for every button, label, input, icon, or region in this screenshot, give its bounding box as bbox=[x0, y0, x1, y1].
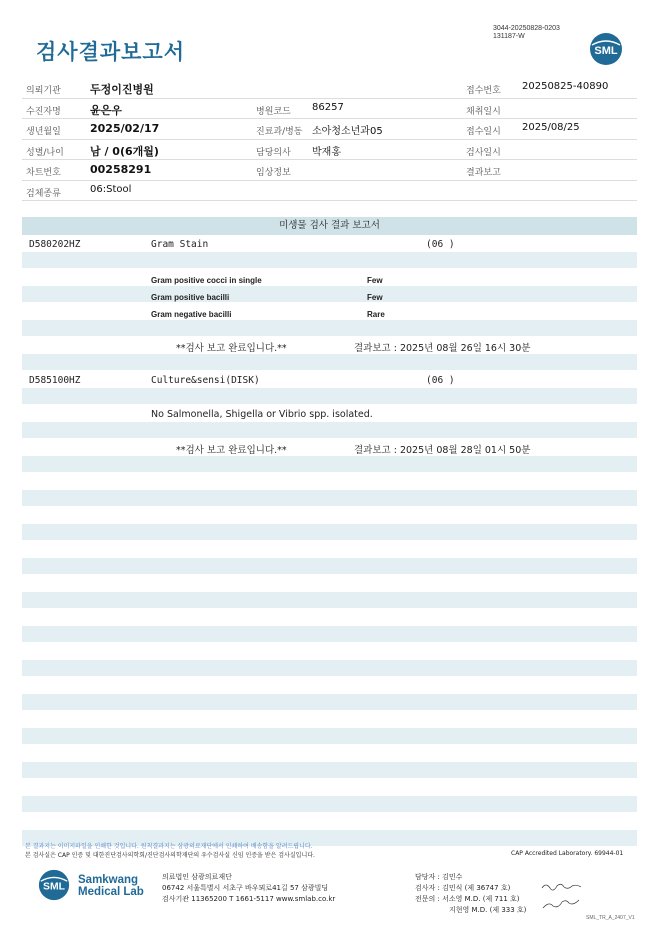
sml-footer-logo bbox=[37, 868, 71, 902]
footer-address-block bbox=[162, 872, 335, 905]
staff-manager: 담당자 : 김민수 bbox=[415, 873, 463, 881]
cap-accreditation: CAP Accredited Laboratory. 69944-01 bbox=[511, 850, 624, 857]
info-label: 검체종류 bbox=[26, 188, 61, 199]
info-label: 채취일시 bbox=[466, 106, 501, 117]
sml-logo bbox=[588, 31, 624, 67]
sml-logo-text: SML bbox=[594, 45, 618, 57]
test2-specimen: (06 ) bbox=[426, 375, 455, 386]
info-value: 소아청소년과05 bbox=[312, 126, 383, 137]
patient-info-table bbox=[22, 78, 637, 201]
result-organism: Gram negative bacilli bbox=[151, 310, 232, 319]
page-title: 검사결과보고서 bbox=[36, 40, 186, 64]
info-value: 06:Stool bbox=[90, 183, 132, 195]
info-label: 검사일시 bbox=[466, 147, 501, 158]
row-stripe bbox=[22, 490, 637, 506]
info-value: 두정이진병원 bbox=[90, 83, 154, 96]
info-value: 86257 bbox=[312, 101, 344, 113]
info-value: 20250825-40890 bbox=[522, 81, 609, 92]
form-code: SML_TR_A_2407_V1 bbox=[586, 915, 635, 921]
row-stripe bbox=[22, 320, 637, 336]
row-stripe bbox=[22, 728, 637, 744]
info-row bbox=[22, 181, 637, 202]
row-stripe bbox=[22, 388, 637, 404]
test1-specimen: (06 ) bbox=[426, 239, 455, 250]
row-stripe bbox=[22, 286, 637, 302]
info-value: 남 / 0(6개월) bbox=[90, 144, 159, 158]
test2-report-time: 결과보고 : 2025년 08월 28일 01시 50분 bbox=[354, 445, 531, 456]
info-label: 결과보고 bbox=[466, 168, 501, 178]
result-amount: Rare bbox=[367, 310, 385, 319]
org-address: 06742 서울특별시 서초구 바우뫼로41길 57 삼광빌딩 bbox=[162, 884, 329, 892]
info-row bbox=[22, 160, 637, 181]
document-id-line1: 3044-20250828-0203 bbox=[493, 25, 560, 32]
info-value: 2025/08/25 bbox=[522, 122, 580, 133]
sml-footer-logo-text: SML bbox=[43, 881, 65, 893]
staff-block bbox=[415, 872, 526, 916]
info-label: 접수번호 bbox=[466, 86, 501, 96]
info-row bbox=[22, 140, 637, 161]
info-value: 2025/02/17 bbox=[90, 122, 160, 135]
test1-report-time: 결과보고 : 2025년 08월 26일 16시 30분 bbox=[354, 343, 531, 354]
document-id-line2: 131187-W bbox=[493, 33, 525, 40]
info-label: 의뢰기관 bbox=[26, 86, 61, 96]
info-value: 박재홍 bbox=[312, 146, 341, 158]
staff-specialist: 전문의 : 서소영 M.D. (제 711 호) bbox=[415, 895, 520, 903]
info-row bbox=[22, 99, 637, 120]
row-stripe bbox=[22, 694, 637, 710]
row-stripe bbox=[22, 796, 637, 812]
info-value: 윤은우 bbox=[90, 103, 122, 117]
result-organism: Gram positive bacilli bbox=[151, 293, 230, 302]
info-label: 담당의사 bbox=[256, 147, 291, 158]
brand-name bbox=[78, 874, 144, 898]
brand-name-line2: Medical Lab bbox=[78, 886, 144, 898]
info-row bbox=[22, 119, 637, 140]
footer-note-print: 본 결과지는 이미지파일을 인쇄한 것입니다. 원칙결과지는 삼광의료재단에서 인쇄하여 배송함을 알려드립니다. bbox=[25, 843, 313, 850]
row-stripe bbox=[22, 422, 637, 438]
test2-result: No Salmonella, Shigella or Vibrio spp. isolated. bbox=[151, 409, 373, 420]
test1-complete-message: **검사 보고 완료입니다.** bbox=[176, 343, 287, 354]
staff-tester: 검사자 : 김민식 (제 36747 호) bbox=[415, 884, 511, 892]
test2-complete-message: **검사 보고 완료입니다.** bbox=[176, 445, 287, 456]
report-section bbox=[22, 217, 637, 235]
document-id bbox=[493, 25, 560, 41]
test1-code: D580202HZ bbox=[29, 239, 81, 250]
test2-code: D585100HZ bbox=[29, 375, 81, 386]
row-stripe bbox=[22, 558, 637, 574]
info-label: 성별/나이 bbox=[26, 147, 64, 158]
info-label: 병원코드 bbox=[256, 106, 291, 117]
row-stripe bbox=[22, 524, 637, 540]
info-label: 임상정보 bbox=[256, 168, 291, 178]
info-value: 00258291 bbox=[90, 163, 152, 176]
row-stripe bbox=[22, 456, 637, 472]
footer-note-accreditation: 본 검사실은 CAP 인증 및 대한진단검사의학회/진단검사의학재단의 우수검사실 신임 인증을 받은 검사실입니다. bbox=[25, 852, 315, 859]
signatures bbox=[540, 880, 590, 912]
info-label: 접수일시 bbox=[466, 127, 501, 137]
org-contact: 검사기관 11365200 T 1661-5117 www.smlab.co.kr bbox=[162, 895, 336, 903]
report-background-stripes bbox=[22, 235, 637, 835]
test1-name: Gram Stain bbox=[151, 239, 209, 250]
info-label: 생년월일 bbox=[26, 127, 61, 137]
info-row bbox=[22, 78, 637, 99]
row-stripe bbox=[22, 762, 637, 778]
result-amount: Few bbox=[367, 276, 383, 285]
row-stripe bbox=[22, 660, 637, 676]
row-stripe bbox=[22, 252, 637, 268]
row-stripe bbox=[22, 626, 637, 642]
result-organism: Gram positive cocci in single bbox=[151, 276, 262, 285]
info-label: 차트번호 bbox=[26, 168, 61, 178]
result-amount: Few bbox=[367, 293, 383, 302]
row-stripe bbox=[22, 354, 637, 370]
org-name: 의료법인 삼광의료재단 bbox=[162, 873, 232, 881]
brand-name-line1: Samkwang bbox=[78, 874, 139, 886]
info-label: 수진자명 bbox=[26, 106, 61, 117]
info-label: 진료과/병동 bbox=[256, 127, 303, 137]
row-stripe bbox=[22, 592, 637, 608]
report-title: 미생물 검사 결과 보고서 bbox=[22, 217, 637, 235]
staff-specialist2: 지현영 M.D. (제 333 호) bbox=[449, 906, 527, 914]
test2-name: Culture&sensi(DISK) bbox=[151, 375, 260, 386]
